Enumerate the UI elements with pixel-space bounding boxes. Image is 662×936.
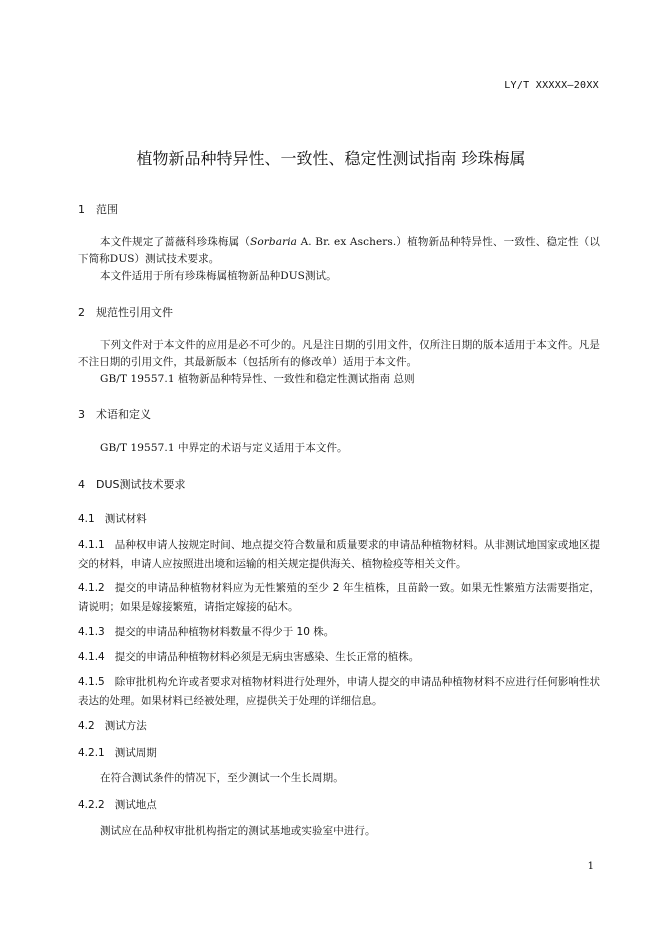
section-1-paragraph-2: 本文件适用于所有珍珠梅属植物新品种DUS测试。 (100, 270, 337, 282)
subsection-number: 4.2.2 (78, 799, 105, 811)
clause-number: 4.1.3 (78, 626, 105, 638)
clause-4-1-4 (78, 648, 600, 667)
section-number: 1 (78, 203, 85, 216)
section-title: 规范性引用文件 (96, 306, 173, 319)
section-number: 3 (78, 408, 85, 421)
subsection-4-2-heading (78, 718, 147, 733)
clause-4-1-1 (78, 536, 600, 574)
section-title: 范围 (96, 203, 118, 216)
clause-4-2-2-text: 测试应在品种权审批机构指定的测试基地或实验室中进行。 (100, 825, 376, 837)
clause-number: 4.1.4 (78, 651, 105, 663)
section-title: DUS测试技术要求 (96, 478, 186, 491)
subsection-title: 测试地点 (114, 799, 157, 811)
subsection-number: 4.2 (78, 720, 95, 732)
subsection-title: 测试方法 (104, 720, 147, 732)
subsection-title: 测试周期 (114, 747, 157, 759)
subsection-4-1-heading (78, 511, 147, 526)
section-2-paragraph-2: GB/T 19557.1 植物新品种特异性、一致性和稳定性测试指南 总则 (100, 373, 415, 385)
clause-4-1-5 (78, 673, 600, 711)
section-1-heading (78, 201, 118, 217)
section-4-heading (78, 476, 186, 492)
clause-text: 提交的申请品种植物材料必须是无病虫害感染、生长正常的植株。 (114, 651, 420, 663)
clause-text: 提交的申请品种植物材料应为无性繁殖的至少 2 年生植株，且苗龄一致。如果无性繁殖方法需要指定，请说明；如果是嫁接繁殖，请指定嫁接的砧木。 (78, 582, 600, 613)
subsection-title: 测试材料 (104, 513, 147, 525)
document-title: 植物新品种特异性、一致性、稳定性测试指南 珍珠梅属 (136, 149, 526, 168)
subsection-number: 4.2.1 (78, 747, 105, 759)
subsection-number: 4.1 (78, 513, 95, 525)
section-3-heading (78, 406, 151, 422)
clause-4-1-2 (78, 579, 600, 617)
section-3-paragraph-1: GB/T 19557.1 中界定的术语与定义适用于本文件。 (100, 442, 348, 454)
section-number: 2 (78, 306, 85, 319)
text-run: A. Br. ex Aschers.）植物新品种特异性、一致性、稳定性（以下简称DUS）测试技术要求。 (78, 236, 600, 265)
section-title: 术语和定义 (96, 408, 151, 421)
section-2-heading (78, 304, 173, 320)
text-run: 本文件规定了蔷薇科珍珠梅属（ (100, 236, 251, 248)
section-1-paragraph-1 (78, 234, 600, 268)
document-code: LY/T XXXXX—20XX (504, 80, 599, 91)
clause-text: 除审批机构允许或者要求对植物材料进行处理外，申请人提交的申请品种植物材料不应进行任何影响性状表达的处理。如果材料已经被处理，应提供关于处理的详细信息。 (78, 676, 600, 707)
clause-text: 提交的申请品种植物材料数量不得少于 10 株。 (114, 626, 335, 638)
latin-name: Sorbaria (250, 236, 298, 248)
section-2-paragraph-1: 下列文件对于本文件的应用是必不可少的。凡是注日期的引用文件，仅所注日期的版本适用于本文件。凡是不注日期的引用文件，其最新版本（包括所有的修改单）适用于本文件。 (78, 339, 600, 368)
clause-text: 品种权申请人按规定时间、地点提交符合数量和质量要求的申请品种植物材料。从非测试地国家或地区提交的材料，申请人应按照进出境和运输的相关规定提供海关、植物检疫等相关文件。 (78, 539, 600, 570)
clause-4-1-3 (78, 623, 600, 642)
clause-4-2-1-text: 在符合测试条件的情况下，至少测试一个生长周期。 (100, 772, 344, 784)
clause-number: 4.1.2 (78, 582, 105, 594)
section-number: 4 (78, 478, 85, 491)
subsection-4-2-2-heading (78, 797, 157, 812)
page-number: 1 (587, 861, 594, 872)
clause-number: 4.1.1 (78, 539, 105, 551)
clause-number: 4.1.5 (78, 676, 105, 688)
subsection-4-2-1-heading (78, 745, 157, 760)
